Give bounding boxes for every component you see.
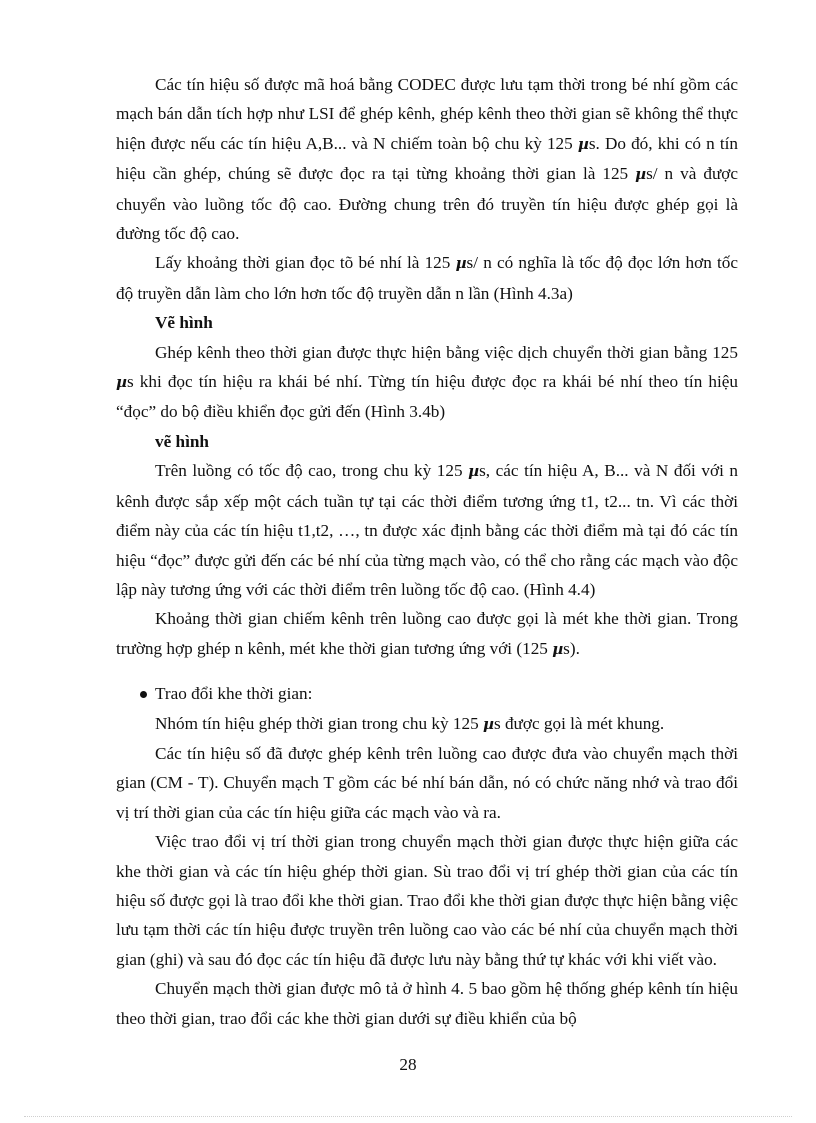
text-run: s, các tín hiệu A, B... và N đối với n kênh được sắp xếp một cách tuần tự tại các thời điểm tương ứng t1, t2... tn. Vì các thời điểm này của các tín hiệu t1,t2, …, tn được xác định bằng các thời điểm mà tại đó các tín hiệu “đọc” được gửi đến các bé nhí của từng mạch vào, có thể cho rằng các mạch vào độc lập này tương ứng với các thời điểm trên luồng tốc độ cao. (Hình 4.4) [116, 461, 738, 599]
body-paragraph [116, 974, 738, 1033]
mu-symbol: µ [635, 165, 647, 184]
text-run: s/ n có nghĩa là tốc độ đọc lớn hơn tốc độ truyền dẫn làm cho lớn hơn tốc độ truyền dẫn n lần (Hình 4.3a) [116, 253, 739, 303]
section-heading [116, 427, 738, 456]
body-paragraph [116, 456, 738, 604]
text-run: Khoảng thời gian chiếm kênh trên luồng cao được gọi là mét khe thời gian. Trong trường hợp ghép n kênh, mét khe thời gian tương ứng với (125 [116, 609, 738, 658]
text-run: s. Do đó, khi có n tín hiệu cần ghép, chúng sẽ được đọc ra tại từng khoảng thời gian là 125 [116, 133, 738, 184]
text-run: vẽ hình [155, 431, 209, 451]
text-run: Vẽ hình [155, 313, 213, 333]
text-run: s). [563, 638, 580, 658]
page-number: 28 [399, 1055, 417, 1074]
text-run: Trao đổi khe thời gian: [155, 684, 313, 704]
body-paragraph [116, 338, 738, 427]
text-run: Ghép kênh theo thời gian được thực hiện bằng việc dịch chuyển thời gian bằng 125 [155, 342, 738, 362]
text-run: s/ n và được chuyển vào luồng tốc độ cao. Đường chung trên đó truyền tín hiệu được ghép gọi là đường tốc độ cao. [116, 164, 738, 244]
text-run: Trên luồng có tốc độ cao, trong chu kỳ 125 [155, 461, 469, 481]
body-paragraph [116, 604, 738, 664]
text-run: Nhóm tín hiệu ghép thời gian trong chu kỳ 125 [155, 713, 483, 733]
text-run: Các tín hiệu số được mã hoá bằng CODEC được lưu tạm thời trong bé nhí gồm các mạch bán dẫn tích hợp như LSI để ghép kênh, ghép kênh theo thời gian sẽ không thể thực hiện được nếu các tín hiệu A,B... và N chiếm toàn bộ chu kỳ 125 [116, 75, 738, 153]
text-run: Chuyển mạch thời gian được mô tả ở hình 4. 5 bao gồm hệ thống ghép kênh tín hiệu theo thời gian, trao đổi các khe thời gian dưới sự điều khiển của bộ [116, 979, 738, 1028]
bullet-icon [140, 691, 147, 698]
text-run: Việc trao đổi vị trí thời gian trong chuyển mạch thời gian được thực hiện giữa các khe thời gian và các tín hiệu ghép thời gian. Sù trao đổi vị trí ghép thời gian của các tín hiệu số được gọi là trao đổi khe thời gian. Trao đổi khe thời gian được thực hiện bằng việc lưu tạm thời các tín hiệu được truyền trên luồng cao vào các bé nhí của chuyển mạch thời gian (ghi) và sau đó đọc các tín hiệu đã được lưu này bằng thứ tự khác với khi viết vào. [116, 832, 738, 969]
mu-symbol: µ [577, 134, 589, 153]
section-heading [116, 308, 738, 337]
mu-symbol: µ [552, 639, 564, 658]
text-run: s khi đọc tín hiệu ra khái bé nhí. Từng tín hiệu được đọc ra khái bé nhí theo tín hiệu “đọc” do bộ điều khiển đọc gửi đến (Hình 3.4b) [116, 372, 738, 422]
footer-divider [24, 1116, 792, 1117]
body-paragraph [116, 70, 738, 248]
bullet-item [116, 679, 738, 708]
body-paragraph [116, 827, 738, 974]
text-run: Lấy khoảng thời gian đọc tõ bé nhí là 125 [155, 253, 456, 273]
body-paragraph [116, 739, 738, 827]
text-run: s được gọi là mét khung. [493, 713, 665, 733]
body-paragraph [116, 709, 738, 739]
body-paragraph [116, 248, 738, 308]
mu-symbol: µ [116, 373, 127, 392]
mu-symbol: µ [468, 462, 480, 481]
page-body [116, 70, 738, 1033]
mu-symbol: µ [455, 254, 467, 273]
mu-symbol: µ [482, 714, 494, 733]
text-run: Các tín hiệu số đã được ghép kênh trên luồng cao được đưa vào chuyển mạch thời gian (CM - T). Chuyển mạch T gồm các bé nhí bán dẫn, nó có chức năng nhớ và trao đổi vị trí thời gian của các tín hiệu giữa các mạch vào và ra. [116, 743, 738, 822]
